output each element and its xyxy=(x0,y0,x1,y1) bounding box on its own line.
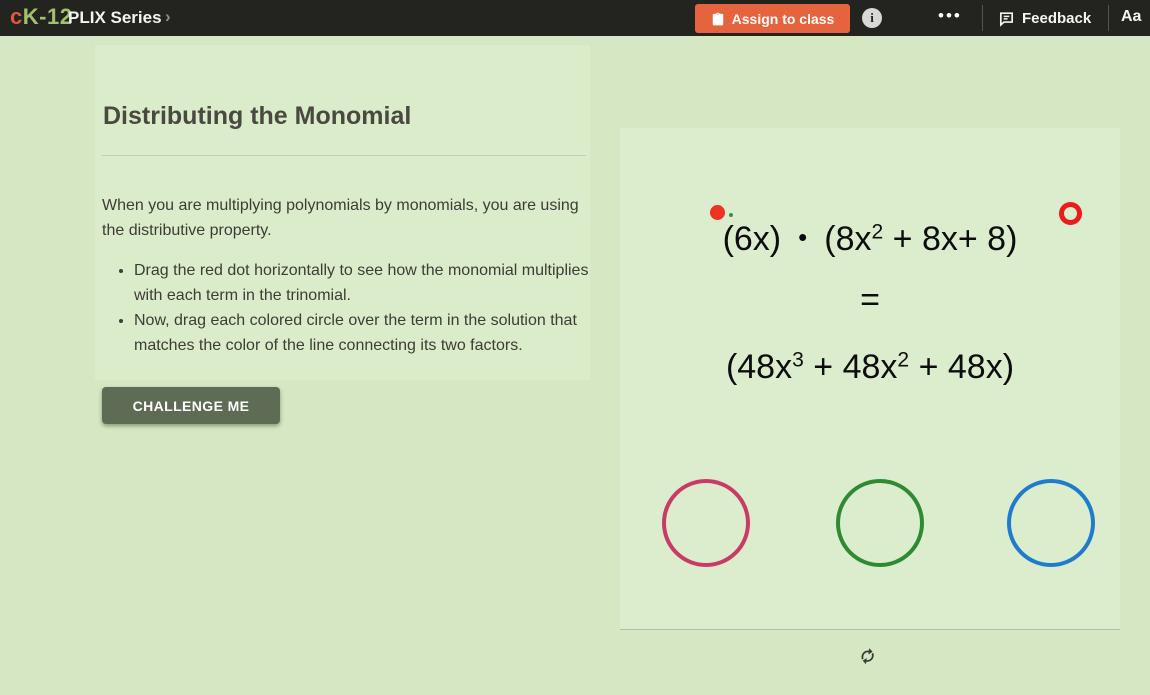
ck12-logo[interactable] xyxy=(10,4,72,30)
challenge-me-button[interactable]: CHALLENGE ME xyxy=(102,387,280,424)
blue-answer-circle[interactable] xyxy=(1007,479,1095,567)
instruction-item: • Drag the red dot horizontally to see how the monomial multiplies with each term in the trinomial. xyxy=(134,258,590,308)
assign-to-class-button[interactable] xyxy=(695,4,850,33)
expression-row xyxy=(620,220,1120,259)
feedback-label: Feedback xyxy=(1022,9,1092,27)
top-bar xyxy=(0,0,1150,36)
crimson-answer-circle[interactable] xyxy=(662,479,750,567)
logo-c: c xyxy=(10,4,23,29)
more-options-icon[interactable]: ••• xyxy=(938,6,962,25)
equals-sign: = xyxy=(860,281,880,319)
solution-expression: $(48x^3 + 48x^2 + 48x)$ xyxy=(725,348,1015,386)
breadcrumb-plix-series[interactable]: PLIX Series xyxy=(68,8,162,27)
green-speck xyxy=(729,213,733,217)
red-drag-dot[interactable] xyxy=(710,205,725,220)
speech-bubble-icon xyxy=(998,10,1015,27)
monomial-factor: (6x) xyxy=(722,220,782,258)
trinomial-factor: $(8x^2 + 8x+ 8)$ xyxy=(824,220,1018,258)
green-answer-circle[interactable] xyxy=(836,479,924,567)
assign-to-class-label: Assign to class xyxy=(731,10,835,27)
clipboard-icon xyxy=(711,11,725,27)
info-icon[interactable]: i xyxy=(862,8,882,28)
feedback-button[interactable] xyxy=(998,7,1091,29)
multiplication-dot: • xyxy=(798,222,808,252)
intro-text: When you are multiplying polynomials by monomials, you are using the distributive property. xyxy=(102,197,579,239)
chevron-right-icon: › xyxy=(165,7,171,26)
title-divider xyxy=(102,155,586,156)
topbar-divider xyxy=(982,5,983,31)
logo-k12: K-12 xyxy=(22,4,73,29)
instruction-list xyxy=(102,258,590,358)
topbar-divider xyxy=(1108,5,1109,31)
page-title: Distributing the Monomial xyxy=(103,102,412,130)
refresh-icon[interactable] xyxy=(855,645,881,671)
text-size-button[interactable]: Aa xyxy=(1121,8,1142,25)
interactive-panel xyxy=(620,128,1120,630)
instruction-item: • Now, drag each colored circle over the term in the solution that matches the color of the line connecting its two factors. xyxy=(134,308,590,358)
